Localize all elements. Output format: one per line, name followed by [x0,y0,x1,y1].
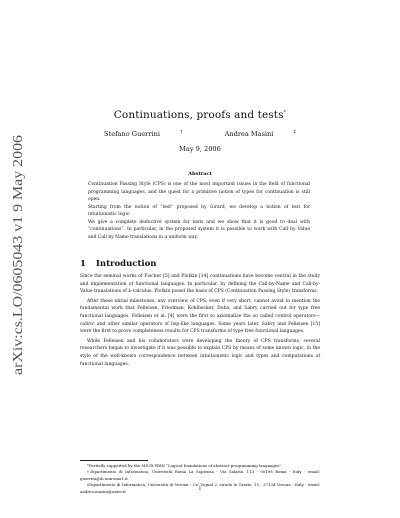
footnote: *Partially supported by the MIUR PRIN “Logical foundations of abstract programming languages”. [87,463,283,468]
body-paragraph: While Felleisen and his collaborators were developing the theory of CPS transforms, several researchers began to investigate if it was possible to explain CPS by means of some known logic, in the style of the well-known correspondence between intuitionistic logic and types and computations of functional languages. [80,338,320,367]
author-2-mark: ‡ [293,129,296,135]
footnote: ‡Dipartimento di Informatica, Università di Verona - Ca' Vignal 2, strada le Grazie, 15 - 37134 Verona - Italy - email: andrea.masini@univr.it [80,482,320,494]
arxiv-identifier-text: arXiv:cs.LO/0605043 v1 9 May 2006 [11,163,26,375]
footnote-rule [80,460,148,461]
abstract-body [88,181,310,241]
footnote: †Dipartimento di Informatica, Università Roma La Sapienza - Via Salaria, 113 - 00198 Roma - Italy - email: guerrini@di.uniroma1.it [80,469,320,481]
paper-title-text: Continuations, proofs and tests [113,109,284,121]
section-title: Introduction [95,259,157,269]
abstract-heading: Abstract [188,171,212,177]
author-1-mark: † [179,129,183,135]
paper-date: May 9, 2006 [179,145,221,153]
arxiv-identifier-stamp [2,130,30,380]
author-list [60,129,340,138]
author-1-name: Stefano Guerrini [104,130,160,139]
abstract-paragraph: We give a complete deductive system for tests and we show that it is good to deal with “continuations”. In particular, in the proposed system it is possible to work with Call by Value and Call by Name translations in a uniform way. [88,219,310,240]
abstract-paragraph: Starting from the notion of “test” proposed by Girard, we develop a notion of test for intuitionistic logic. [88,204,310,217]
author-2 [215,130,306,138]
section-body [80,273,320,370]
section-heading [80,259,156,269]
paper-title [60,109,340,121]
author-1 [94,130,192,138]
page-number: 1 [198,486,202,492]
body-paragraph: Since the seminal works of Fischer [5] and Plotkin [14] continuations have become central in the study and implementation of functional languages. In particular, by defining the Call-by-Name and Call-by-Value translations of λ-calculus, Plotkin posed the basis of CPS (Continuation Passing Style) transforms. [80,274,320,295]
author-2-name: Andrea Masini [224,130,274,139]
title-footnote-mark: * [283,109,287,116]
section-number: 1 [80,259,86,269]
body-paragraph: After these initial milestones, any overview of CPS, even if very short, cannot avoid to mention the fundamental work that Felleisen, Friedman, Kohlbecker, Duba, and Sabry carried out for type free functional languages. Felleisen et al. [4] were the first to axiomatize the so called control operators—call/cc and other similar operators of lisp-like languages. Some years later, Sabry and Felleisen [15] were the first to prove completeness results for CPS transforms of type-free functional languages. [80,298,320,335]
abstract-paragraph: Continuation Passing Style (CPS) is one of the most important issues in the field of functional programming languages, and the quest for a primitive notion of types for continuation is still open. [88,182,310,202]
